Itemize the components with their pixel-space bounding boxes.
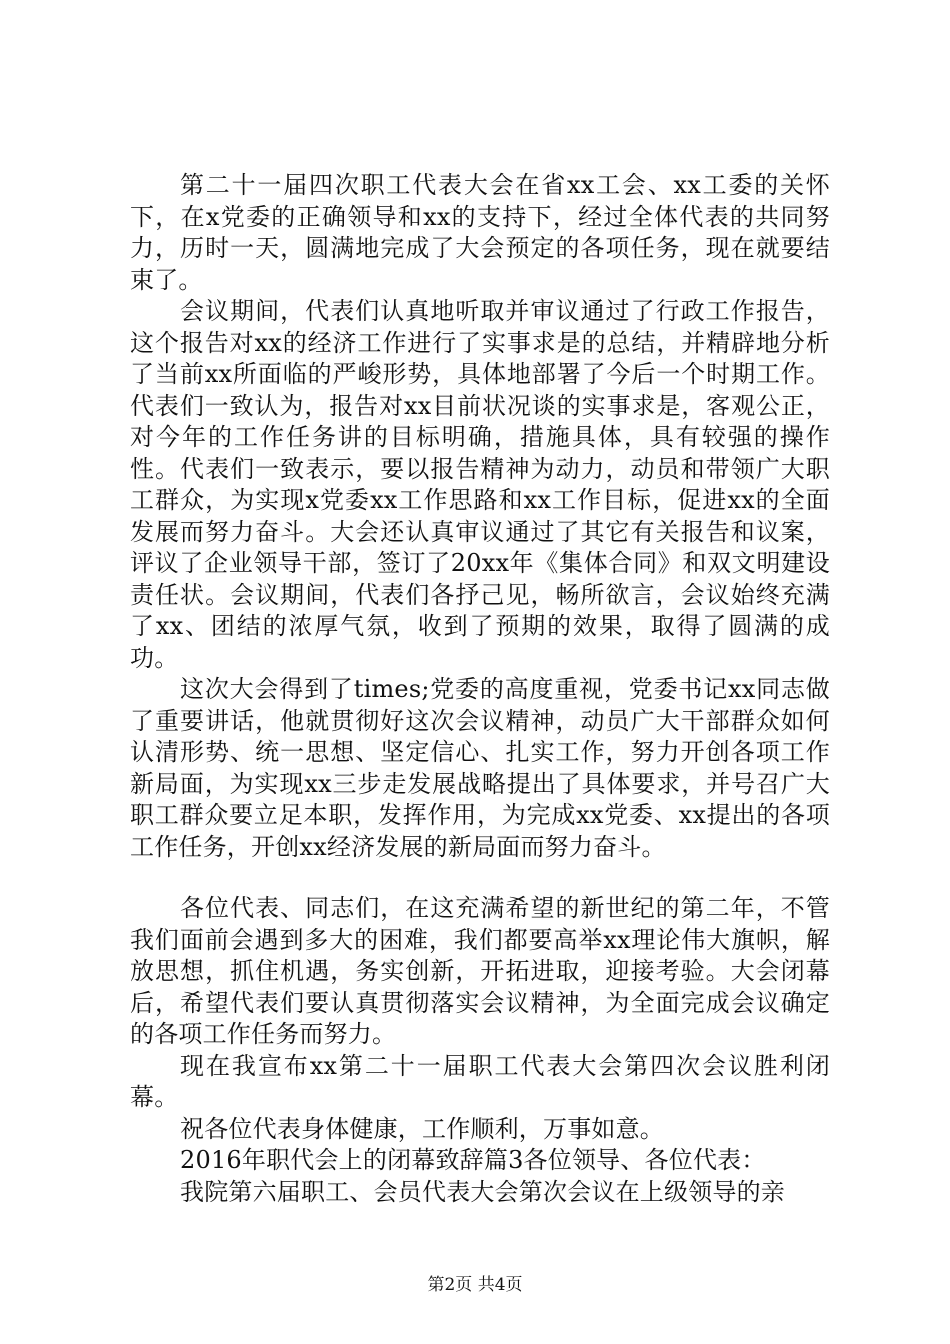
paragraph-party-attention: 这次大会得到了times;党委的高度重视，党委书记xx同志做了重要讲话，他就贯彻好这次会议精神，动员广大干部群众如何认清形势、统一思想、坚定信心、扎实工作，努力开创各项工作新局面，为实现xx三步走发展战略提出了具体要求，并号召广大职工群众要立足本职，发挥作用，为完成xx党委、xx提出的各项工作任务，开创xx经济发展的新局面而努力奋斗。: [130, 675, 830, 861]
paragraph-opening: 第二十一届四次职工代表大会在省xx工会、xx工委的关怀下，在x党委的正确领导和xx的支持下，经过全体代表的共同努力，历时一天，圆满地完成了大会预定的各项任务，现在就要结束了。: [130, 171, 830, 294]
page-number-footer: 第2页 共4页: [427, 1275, 523, 1295]
paragraph-next-speech-start: 我院第六届职工、会员代表大会第次会议在上级领导的亲: [180, 1177, 785, 1206]
document-body: [130, 170, 830, 1208]
paragraph-meeting-review: 会议期间，代表们认真地听取并审议通过了行政工作报告，这个报告对xx的经济工作进行了实事求是的总结，并精辟地分析了当前xx所面临的严峻形势，具体地部署了今后一个时期工作。代表们一致认为，报告对xx目前状况谈的实事求是，客观公正，对今年的工作任务讲的目标明确，措施具体，具有较强的操作性。代表们一致表示，要以报告精神为动力，动员和带领广大职工群众，为实现x党委xx工作思路和xx工作目标，促进xx的全面发展而努力奋斗。大会还认真审议通过了其它有关报告和议案，评议了企业领导干部，签订了20xx年《集体合同》和双文明建设责任状。会议期间，代表们各抒己见，畅所欲言，会议始终充满了xx、团结的浓厚气氛，收到了预期的效果，取得了圆满的成功。: [130, 297, 830, 672]
paragraph-wishes: 祝各位代表身体健康，工作顺利，万事如意。: [180, 1114, 664, 1143]
paragraph-declaration: 现在我宣布xx第二十一届职工代表大会第四次会议胜利闭幕。: [130, 1051, 830, 1111]
paragraph-next-speech-heading: 2016年职代会上的闭幕致辞篇3各位领导、各位代表：: [180, 1146, 766, 1174]
paragraph-call-to-action: 各位代表、同志们，在这充满希望的新世纪的第二年，不管我们面前会遇到多大的困难，我们都要高举xx理论伟大旗帜，解放思想，抓住机遇，务实创新，开拓进取，迎接考验。大会闭幕后，希望代表们要认真贯彻落实会议精神，为全面完成会议确定的各项工作任务而努力。: [130, 894, 830, 1048]
